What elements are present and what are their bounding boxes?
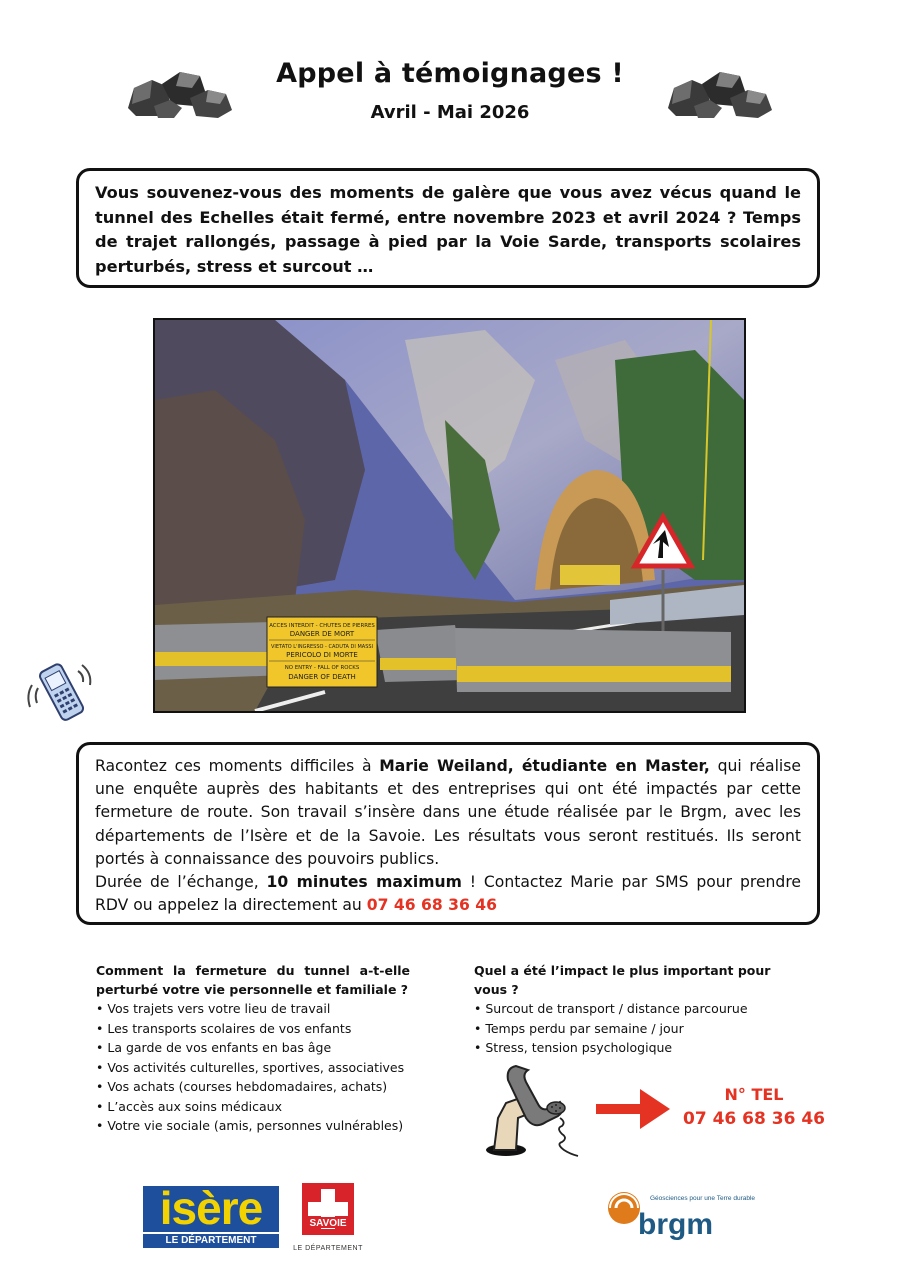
isere-logo-subtitle: LE DÉPARTEMENT xyxy=(143,1234,279,1248)
mobile-phone-icon xyxy=(22,655,100,725)
savoie-logo xyxy=(290,1183,366,1251)
details-box xyxy=(76,742,820,925)
question-personal-life xyxy=(96,962,410,1136)
list-item: • Vos trajets vers votre lieu de travail xyxy=(96,999,410,1019)
details-text-3: Durée de l’échange, xyxy=(95,873,267,892)
brgm-logo-graphic xyxy=(606,1184,768,1246)
list-item: • L’accès aux soins médicaux xyxy=(96,1097,410,1117)
list-item: • La garde de vos enfants en bas âge xyxy=(96,1038,410,1058)
isere-logo-top xyxy=(143,1182,279,1234)
isere-logo xyxy=(143,1182,279,1248)
list-item: • Les transports scolaires de vos enfants xyxy=(96,1019,410,1039)
list-item: • Surcout de transport / distance parcourue xyxy=(474,999,804,1019)
question-2-list xyxy=(474,999,804,1058)
sign-line-2: DANGER DE MORT xyxy=(289,630,355,638)
savoie-logo-text: SAVOIE xyxy=(309,1218,347,1229)
list-item: • Vos achats (courses hebdomadaires, achats) xyxy=(96,1077,410,1097)
question-2-title: Quel a été l’impact le plus important pour vous ? xyxy=(474,963,771,997)
phone-number-inline[interactable]: 07 46 68 36 46 xyxy=(366,896,497,915)
details-text-1: Racontez ces moments difficiles à xyxy=(95,757,380,775)
brgm-wordmark: brgm xyxy=(638,1208,713,1241)
savoie-logo-subtitle: LE DÉPARTEMENT xyxy=(293,1245,363,1252)
list-item: • Votre vie sociale (amis, personnes vulnérables) xyxy=(96,1116,410,1136)
tunnel-photo xyxy=(153,318,746,713)
sign-line-6: DANGER OF DEATH xyxy=(288,673,356,681)
tunnel-photo-illustration xyxy=(155,320,744,711)
page-subtitle: Avril - Mai 2026 xyxy=(370,102,530,123)
sign-line-4: PERICOLO DI MORTE xyxy=(286,651,358,659)
details-text-4: ! Contactez Marie par SMS pour prendre RDV ou appelez la directement au xyxy=(95,873,801,915)
question-impact xyxy=(474,962,804,1058)
sign-line-1: ACCES INTERDIT - CHUTES DE PIERRES xyxy=(269,623,375,629)
list-item: • Stress, tension psychologique xyxy=(474,1038,804,1058)
brgm-logo xyxy=(606,1184,768,1246)
tel-label: N° TEL xyxy=(724,1085,784,1104)
question-1-title: Comment la fermeture du tunnel a-t-elle perturbé votre vie personnelle et familiale ? xyxy=(96,963,410,997)
isere-logo-text: isère xyxy=(159,1182,263,1234)
duration: 10 minutes maximum xyxy=(266,873,462,892)
list-item: • Vos activités culturelles, sportives, associatives xyxy=(96,1058,410,1078)
sign-line-3: VIETATO L'INGRESSO - CADUTA DI MASSI xyxy=(270,644,374,650)
list-item: • Temps perdu par semaine / jour xyxy=(474,1019,804,1039)
question-1-list xyxy=(96,999,410,1136)
details-text-2: qui réalise une enquête auprès des habitants et des entreprises qui ont été impactés par cette fermeture de route. Son travail s’insère dans une étude réalisée par le Brgm, avec les départements de l’Isère et de la Savoie. Les résultats vous seront restitués. Ils seront portés à connaissance des pouvoirs publics. xyxy=(95,757,801,868)
intro-box: Vous souvenez-vous des moments de galère que vous avez vécus quand le tunnel des Echelles était fermé, entre novembre 2023 et avril 2024 ? Temps de trajet rallongés, passage à pied par la Voie Sarde, transports scolaires perturbés, stress et surcout … xyxy=(76,168,820,288)
brgm-tagline: Géosciences pour une Terre durable xyxy=(650,1195,756,1202)
sign-line-5: NO ENTRY - FALL OF ROCKS xyxy=(284,665,360,671)
phone-receiver-hand-icon xyxy=(476,1058,588,1162)
arrow-right-icon xyxy=(596,1084,676,1134)
student-name: Marie Weiland, étudiante en Master, xyxy=(379,757,710,775)
page-title: Appel à témoignages ! xyxy=(276,58,624,89)
tel-number[interactable]: 07 46 68 36 46 xyxy=(683,1109,825,1129)
savoie-cross-icon xyxy=(290,1183,366,1237)
